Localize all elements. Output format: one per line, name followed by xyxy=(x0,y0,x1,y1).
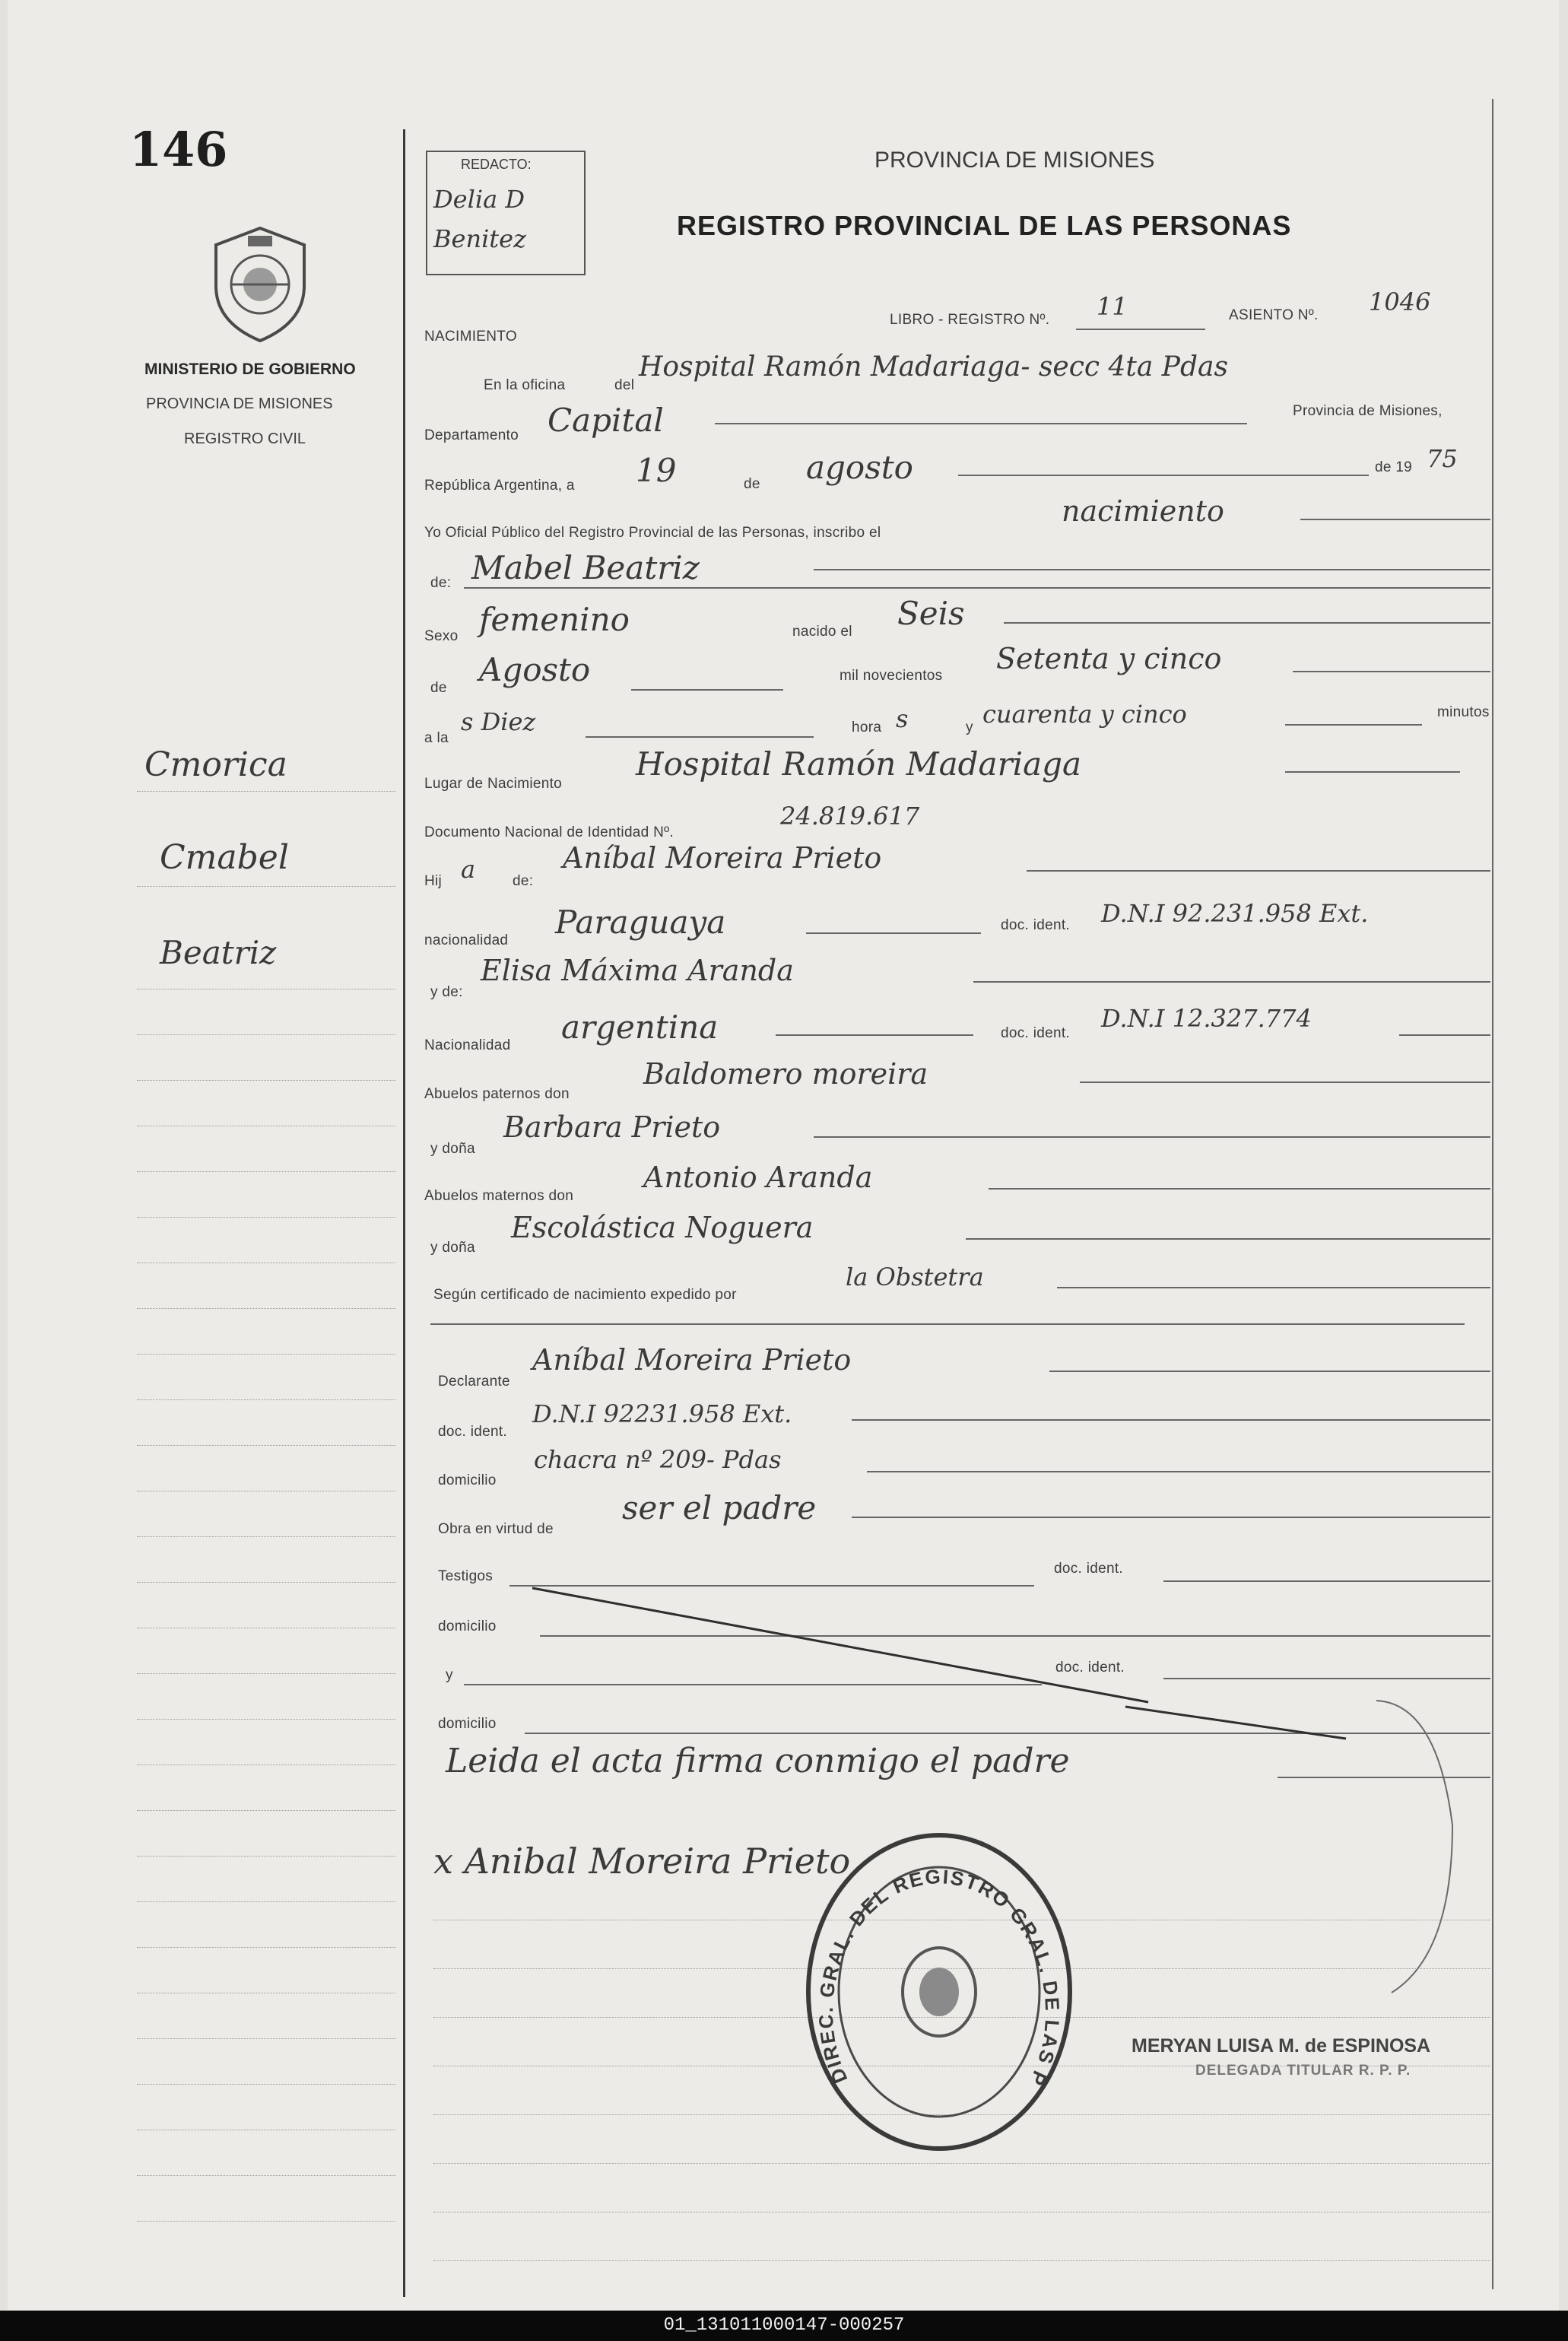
nacido-value: Seis xyxy=(897,595,965,632)
stamp-text: DIREC. GRAL. DEL REGISTRO GRAL. DE LAS P xyxy=(814,1865,1065,2091)
asiento-value: 1046 xyxy=(1369,287,1431,316)
libro-value: 11 xyxy=(1097,292,1128,321)
minutos-value: cuarenta y cinco xyxy=(982,700,1187,729)
redacto-value: Delia D Benitez xyxy=(433,185,526,253)
officer-name: MERYAN LUISA M. de ESPINOSA xyxy=(1132,2035,1431,2057)
leida-text: Leida el acta firma conmigo el padre xyxy=(446,1742,1070,1780)
lugar-label: Lugar de Nacimiento xyxy=(424,776,563,792)
hora-value: s Diez xyxy=(461,707,536,736)
madre-nac-value: argentina xyxy=(561,1009,719,1046)
mes2-value: Agosto xyxy=(479,651,591,688)
de2-label: de: xyxy=(430,575,452,591)
hij-de-label: de: xyxy=(513,873,534,889)
padre-nac-value: Paraguaya xyxy=(555,904,726,941)
oficina-prefix: del xyxy=(614,377,635,393)
testigos-dom-label: domicilio xyxy=(438,1618,497,1634)
oficina-value: Hospital Ramón Madariaga- secc 4ta Pdas xyxy=(639,351,1228,383)
dni-value: 24.819.617 xyxy=(780,802,920,831)
margin-name-1: Cmorica xyxy=(144,745,287,784)
de3-label: de xyxy=(430,680,447,696)
departamento-label: Departamento xyxy=(424,427,519,443)
horas-suffix: s xyxy=(896,704,909,733)
provincia-label: Provincia de Misiones, xyxy=(1293,403,1443,419)
official-stamp xyxy=(802,1828,1076,2155)
footer-id: 01_131011000147-000257 xyxy=(0,2311,1568,2341)
sexo-value: femenino xyxy=(479,601,630,638)
hij-label: Hij xyxy=(424,873,443,889)
de-label: de xyxy=(744,476,760,492)
asiento-label: ASIENTO Nº. xyxy=(1229,307,1319,323)
mil-label: mil novecientos xyxy=(840,668,943,684)
decl-doc-value: D.N.I 92231.958 Ext. xyxy=(532,1399,792,1428)
margin-name-3: Beatriz xyxy=(160,934,277,971)
nombre-value: Mabel Beatriz xyxy=(471,549,700,586)
padre-doc-value: D.N.I 92.231.958 Ext. xyxy=(1101,899,1369,928)
lugar-value: Hospital Ramón Madariaga xyxy=(636,745,1082,783)
minutos-label: minutos xyxy=(1437,704,1490,720)
mil-value: Setenta y cinco xyxy=(996,642,1222,675)
svg-text:DIREC. GRAL. DEL REGISTRO GRAL xyxy=(802,1828,1064,2090)
yo-label: Yo Oficial Público del Registro Provincial de las Personas, inscribo el xyxy=(424,525,881,541)
padre-docident-label: doc. ident. xyxy=(1001,917,1070,933)
departamento-value: Capital xyxy=(548,402,664,439)
republica-label: República Argentina, a xyxy=(424,478,575,494)
testigos-doc2-label: doc. ident. xyxy=(1055,1660,1125,1676)
left-registry: REGISTRO CIVIL xyxy=(184,430,306,447)
hij-suffix: a xyxy=(461,855,476,884)
madre-value: Elisa Máxima Aranda xyxy=(481,954,794,987)
document-page xyxy=(8,0,1559,2311)
libro-label: LIBRO - REGISTRO Nº. xyxy=(890,312,1050,328)
nacionalidad2-label: Nacionalidad xyxy=(424,1037,511,1053)
anio-label: de 19 xyxy=(1375,459,1413,475)
abuelo-mat-value: Antonio Aranda xyxy=(643,1161,873,1194)
anio-value: 75 xyxy=(1427,444,1458,473)
y-label: y xyxy=(966,719,973,735)
decl-doc-label: doc. ident. xyxy=(438,1424,507,1440)
acta-type: NACIMIENTO xyxy=(424,329,517,345)
redacto-label: REDACTO: xyxy=(461,157,532,172)
segun-value: la Obstetra xyxy=(846,1263,984,1291)
abuela-pat-value: Barbara Prieto xyxy=(503,1110,721,1144)
testigos-dom2-label: domicilio xyxy=(438,1716,497,1732)
madre-docident-label: doc. ident. xyxy=(1001,1025,1070,1041)
domicilio-label: domicilio xyxy=(438,1472,497,1488)
testigos-strike-lines xyxy=(8,0,1559,2282)
oficina-label: En la oficina xyxy=(484,377,566,393)
abuela-mat-value: Escolástica Noguera xyxy=(511,1211,814,1244)
segun-label: Según certificado de nacimiento expedido por xyxy=(433,1287,737,1303)
nacido-label: nacido el xyxy=(792,624,852,640)
ala-label: a la xyxy=(424,730,449,746)
dni-label: Documento Nacional de Identidad Nº. xyxy=(424,824,674,840)
margin-name-2: Cmabel xyxy=(160,838,289,877)
obra-value: ser el padre xyxy=(622,1489,817,1526)
padre-value: Aníbal Moreira Prieto xyxy=(563,841,882,875)
domicilio-value: chacra nº 209- Pdas xyxy=(534,1445,782,1474)
yde-label: y de: xyxy=(430,984,463,1000)
testigos-y-label: y xyxy=(446,1667,453,1683)
officer-title: DELEGADA TITULAR R. P. P. xyxy=(1195,2063,1411,2079)
mes-value: agosto xyxy=(806,449,913,486)
abuelos-pat-label: Abuelos paternos don xyxy=(424,1086,570,1102)
ministry-name: MINISTERIO DE GOBIERNO xyxy=(144,361,356,378)
registry-title: REGISTRO PROVINCIAL DE LAS PERSONAS xyxy=(677,210,1292,241)
testigos-doc-label: doc. ident. xyxy=(1054,1561,1123,1577)
dia-value: 19 xyxy=(636,452,677,489)
ydona-mat-label: y doña xyxy=(430,1240,475,1256)
header-province: PROVINCIA DE MISIONES xyxy=(874,148,1155,173)
horas-label: hora xyxy=(852,719,882,735)
nacionalidad-label: nacionalidad xyxy=(424,932,509,948)
testigos-label: Testigos xyxy=(438,1568,494,1584)
abuelos-mat-label: Abuelos maternos don xyxy=(424,1188,574,1204)
declarante-label: Declarante xyxy=(438,1374,510,1390)
declarant-signature: x Anibal Moreira Prieto xyxy=(433,1841,851,1882)
page-number: 146 xyxy=(129,122,228,177)
declarante-value: Aníbal Moreira Prieto xyxy=(532,1343,852,1377)
madre-doc-value: D.N.I 12.327.774 xyxy=(1101,1004,1312,1033)
left-province: PROVINCIA DE MISIONES xyxy=(146,395,333,412)
ydona-pat-label: y doña xyxy=(430,1141,475,1157)
abuelo-pat-value: Baldomero moreira xyxy=(643,1057,928,1091)
inscribo-value: nacimiento xyxy=(1062,494,1224,528)
sexo-label: Sexo xyxy=(424,628,459,644)
obra-label: Obra en virtud de xyxy=(438,1521,554,1537)
